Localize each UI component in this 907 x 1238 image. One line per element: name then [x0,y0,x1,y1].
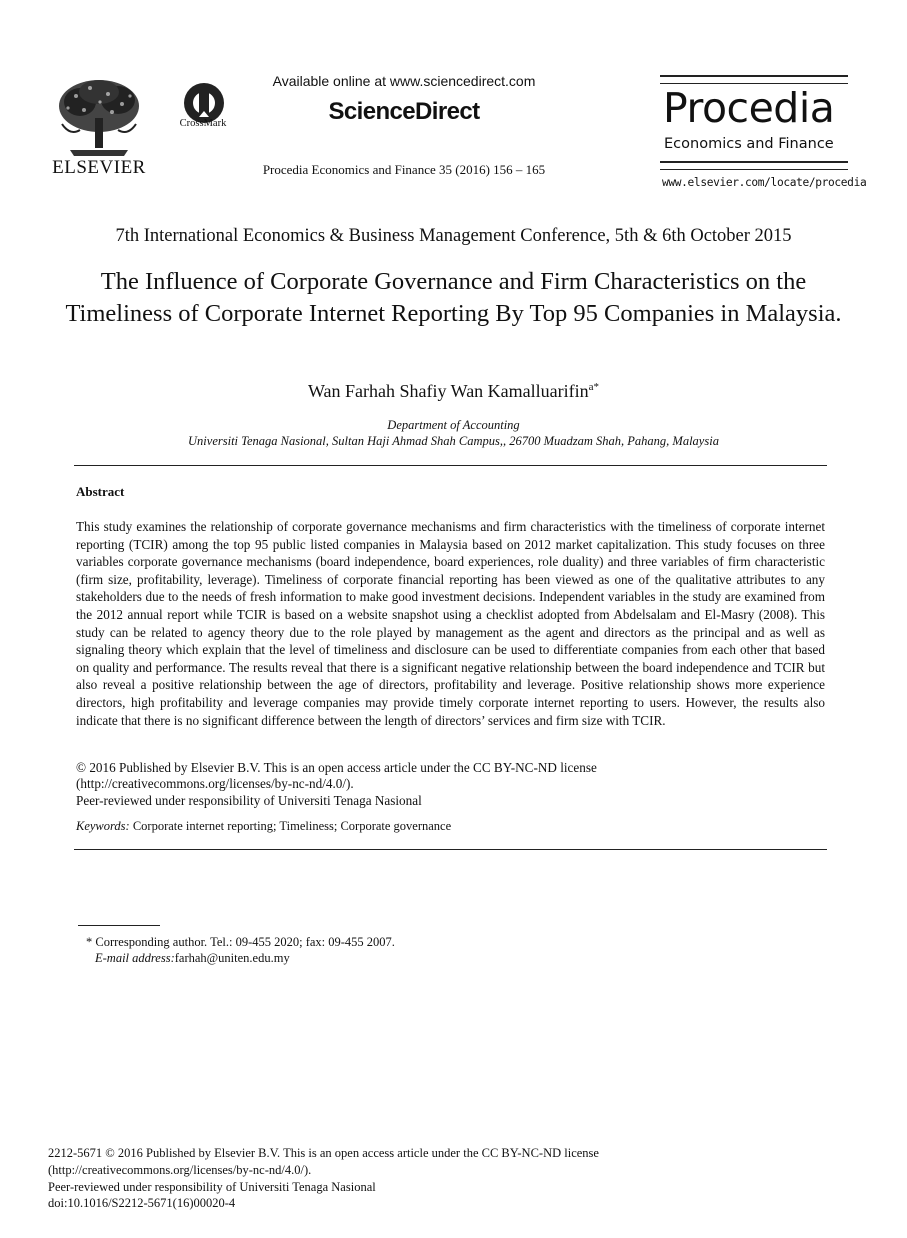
email-label: E-mail address: [95,951,175,965]
author-affiliation-mark: a* [588,381,600,393]
footnote-rule [78,925,160,926]
copyright-line: 2212-5671 © 2016 Published by Elsevier B.V. This is an open access article under the CC BY-NC-ND license [48,1146,599,1160]
sciencedirect-brand: ScienceDirect [328,98,480,125]
keywords-list: Corporate internet reporting; Timeliness; Corporate governance [132,819,452,833]
procedia-url-link[interactable]: www.elsevier.com/locate/procedia [662,176,867,189]
divider-top [74,465,827,466]
email-address[interactable]: farhah@uniten.edu.my [174,951,290,965]
keywords-label: Keywords: [76,819,130,833]
author-department: Department of Accounting [387,418,520,432]
corresponding-author-note: * Corresponding author. Tel.: 09-455 2020; fax: 09-455 2007. [86,935,395,949]
copyright-license-link[interactable]: (http://creativecommons.org/licenses/by-nc-nd/4.0/). [48,1162,312,1177]
journal-reference: Procedia Economics and Finance 35 (2016) 156 – 165 [262,162,546,177]
email-note [95,951,290,966]
author-line [0,381,907,402]
license-link[interactable]: (http://creativecommons.org/licenses/by-nc-nd/4.0/). [76,776,354,792]
author-name: Wan Farhah Shafiy Wan Kamalluarifin [307,381,589,401]
peer-review-statement: Peer-reviewed under responsibility of Universiti Tenaga Nasional [76,792,422,808]
copyright-block [48,1145,599,1212]
license-line-1: © 2016 Published by Elsevier B.V. This is an open access article under the CC BY-NC-ND license [76,760,597,775]
keywords [76,819,451,834]
elsevier-wordmark: ELSEVIER [52,157,146,178]
doi[interactable]: doi:10.1016/S2212-5671(16)00020-4 [48,1196,236,1211]
crossmark-label: CrossMark [179,118,227,129]
divider-bottom [74,849,827,850]
abstract-heading: Abstract [76,484,125,499]
procedia-bottom-rule [660,161,848,170]
procedia-top-rule [660,75,848,84]
procedia-title: Procedia [663,84,835,132]
abstract-body: This study examines the relationship of corporate governance mechanisms and firm characteristics with the timeliness of corporate internet reporting (TCIR) among the top 95 public listed companies in Malaysia based on 2012 market capitalization. This study focuses on three variables corporate governance mechanisms (board independence, board experiences, role duality) and three variables of firm characteristic (firm size, profitability, leverage). Timeliness of corporate financial reporting has been viewed as one of the qualitative attributes to any stakeholders due to the needs of fresh information to make good investment decisions. Independent variables in the study are examined from the 2012 annual report while TCIR is based on a website snapshot using a checklist adopted from Abdelsalam and El-Masry (2008). This study can be related to agency theory due to the role played by management as the agent and directors as the principal and as well as signaling theory which explain that the level of timeliness and disclosure can be used to differentiate companies from each other that based on quality and performance. The results reveal that there is a significant negative relationship between the board independence and TCIR but also reveal a positive relationship between the age of directors, profitability and leverage. Positive relationship shows more experience directors, high profitability and leverage companies may provide timely corporate internet reporting to users. However, the results also indicate that there is no significant difference between the length of directors’ services and firm size with TCIR. [76,519,825,728]
license-statement [76,760,825,809]
paper-title: The Influence of Corporate Governance and Firm Characteristics on the Timeliness of Corporate Internet Reporting By Top 95 Companies in Malaysia. [65,268,842,327]
author-institution: Universiti Tenaga Nasional, Sultan Haji Ahmad Shah Campus,, 26700 Muadzam Shah, Pahang, Malaysia [188,434,719,448]
procedia-subtitle: Economics and Finance [664,136,834,152]
copyright-peer-review: Peer-reviewed under responsibility of Universiti Tenaga Nasional [48,1179,376,1194]
conference-name: 7th International Economics & Business Management Conference, 5th & 6th October 2015 [115,226,792,246]
available-online-text: Available online at www.sciencedirect.com [272,73,536,89]
